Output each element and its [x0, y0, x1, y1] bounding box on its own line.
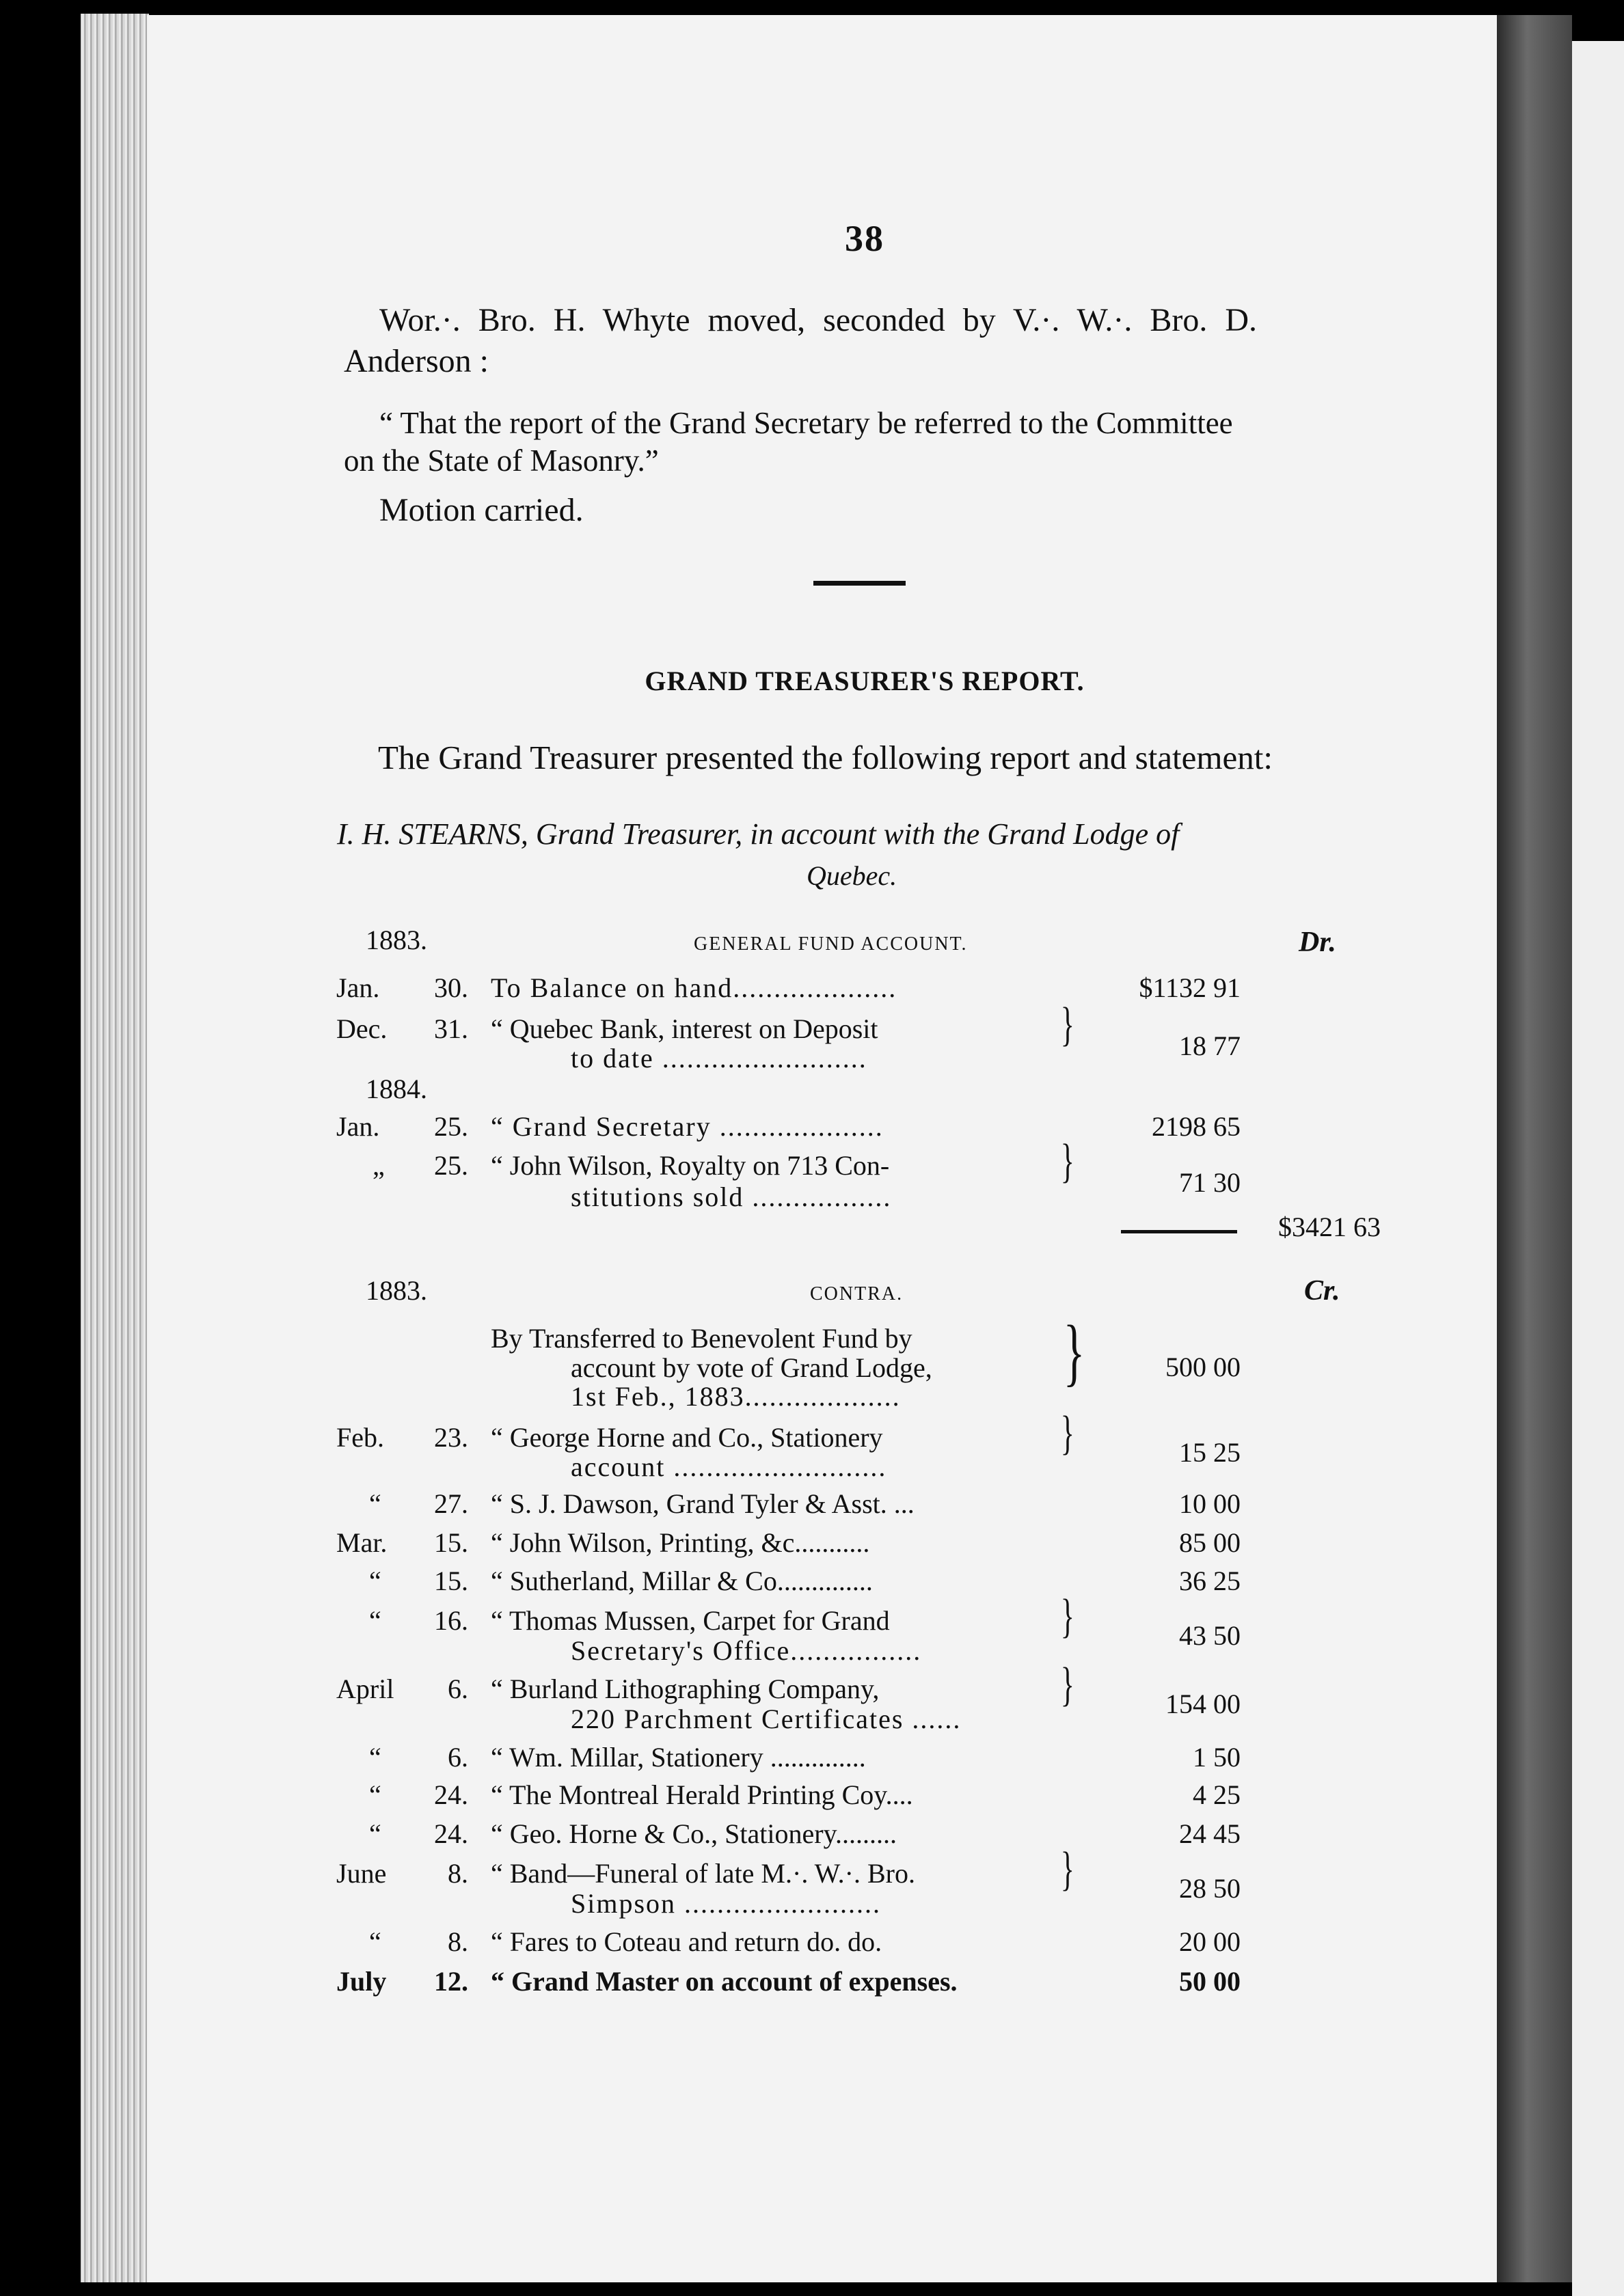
report-intro: The Grand Treasurer presented the following report and statement:	[378, 739, 1273, 776]
report-heading: GRAND TREASURER'S REPORT.	[645, 666, 1085, 696]
row-description: “ John Wilson, Printing, &c...........	[491, 1527, 870, 1558]
row-description: “ The Montreal Herald Printing Coy....	[491, 1779, 913, 1810]
row-description-cont: 220 Parchment Certificates ......	[571, 1704, 962, 1734]
row-description: “ Grand Secretary ....................	[491, 1111, 884, 1142]
table-row	[0, 1488, 1624, 1522]
brace-symbol: }	[1060, 998, 1074, 1051]
row-amount: 50 00	[1179, 1966, 1241, 1997]
motion-quote-1: “ That the report of the Grand Secretary be referred to the Committee	[379, 406, 1233, 440]
general-fund-title: GENERAL FUND ACCOUNT.	[694, 933, 968, 955]
row-month: Jan.	[336, 1111, 380, 1142]
account-title-line-1: I. H. STEARNS, Grand Treasurer, in account with the Grand Lodge of	[337, 817, 1180, 851]
motion-line-2: Anderson :	[344, 343, 489, 379]
table-row	[0, 1926, 1624, 1960]
debit-label: Dr.	[1299, 927, 1336, 958]
total-row	[0, 1211, 1624, 1245]
row-day: 24.	[434, 1818, 468, 1849]
row-description: “ Geo. Horne & Co., Stationery.........	[491, 1818, 897, 1849]
table-row-continuation	[0, 1887, 1624, 1922]
row-day: 8.	[448, 1926, 468, 1957]
row-day: 15.	[434, 1527, 468, 1558]
motion-line-1: Wor.·. Bro. H. Whyte moved, seconded by V.·. W.·. Bro. D.	[379, 302, 1258, 338]
row-amount: $1132 91	[1139, 972, 1241, 1003]
row-description-cont: to date .........................	[571, 1043, 867, 1074]
contra-year: 1883.	[366, 1275, 427, 1306]
row-description-cont: Secretary's Office................	[571, 1635, 922, 1666]
row-day: 6.	[448, 1673, 468, 1704]
row-month: “	[369, 1742, 381, 1773]
row-month: Dec.	[336, 1013, 388, 1044]
row-description: “ John Wilson, Royalty on 713 Con-	[491, 1150, 890, 1181]
table-row-continuation	[0, 1703, 1624, 1737]
row-description-cont: stitutions sold .................	[571, 1181, 892, 1212]
row-amount: 28 50	[1179, 1873, 1241, 1904]
table-row-continuation	[0, 1181, 1624, 1215]
row-description: “ George Horne and Co., Stationery	[491, 1422, 883, 1453]
motion-result: Motion carried.	[379, 492, 584, 528]
row-description: By Transferred to Benevolent Fund by	[491, 1323, 912, 1354]
row-description-cont: 1st Feb., 1883...................	[571, 1381, 901, 1412]
credit-label: Cr.	[1304, 1275, 1340, 1307]
row-day: 24.	[434, 1779, 468, 1810]
row-description: “ Sutherland, Millar & Co..............	[491, 1566, 873, 1596]
table-row-continuation	[0, 1042, 1624, 1076]
row-amount: 2198 65	[1152, 1111, 1241, 1142]
table-row	[0, 1741, 1624, 1775]
row-amount: 1 50	[1193, 1742, 1241, 1773]
row-month: “	[369, 1566, 381, 1596]
row-month: “	[369, 1488, 381, 1519]
row-amount: 500 00	[1165, 1352, 1241, 1382]
table-row-continuation	[0, 1635, 1624, 1669]
brace-symbol: }	[1060, 1658, 1074, 1711]
brace-symbol: }	[1060, 1590, 1074, 1643]
general-fund-year: 1883.	[366, 925, 427, 955]
row-day: 25.	[434, 1150, 468, 1181]
row-description: “ S. J. Dawson, Grand Tyler & Asst. ...	[491, 1488, 915, 1519]
row-description: “ Thomas Mussen, Carpet for Grand	[491, 1605, 890, 1636]
table-row	[0, 1818, 1624, 1852]
general-fund-total: $3421 63	[1278, 1212, 1381, 1242]
row-amount: 4 25	[1193, 1779, 1241, 1810]
row-month: „	[373, 1150, 385, 1181]
row-description-cont: account ..........................	[571, 1451, 887, 1482]
row-day: 25.	[434, 1111, 468, 1142]
table-row	[0, 972, 1624, 1006]
row-day: 30.	[434, 972, 468, 1003]
table-row	[0, 1965, 1624, 1999]
row-amount: 36 25	[1179, 1566, 1241, 1596]
table-row	[0, 1779, 1624, 1813]
table-row	[0, 1527, 1624, 1561]
row-day: 15.	[434, 1566, 468, 1596]
row-month: “	[369, 1779, 381, 1810]
row-amount: 20 00	[1179, 1926, 1241, 1957]
brace-symbol: }	[1060, 1407, 1074, 1460]
row-amount: 43 50	[1179, 1620, 1241, 1651]
row-day: 12.	[434, 1966, 468, 1997]
row-amount: 24 45	[1179, 1818, 1241, 1849]
row-description: “ Wm. Millar, Stationery ..............	[491, 1742, 866, 1773]
motion-quote-2: on the State of Masonry.”	[344, 443, 659, 478]
row-month: Mar.	[336, 1527, 388, 1558]
section-divider	[813, 581, 906, 586]
general-fund-year-2: 1884.	[366, 1074, 427, 1104]
row-month: Jan.	[336, 972, 380, 1003]
table-row	[0, 1110, 1624, 1145]
row-amount: 18 77	[1179, 1030, 1241, 1061]
row-month: July	[336, 1966, 387, 1997]
row-day: 16.	[434, 1605, 468, 1636]
row-day: 8.	[448, 1858, 468, 1889]
row-day: 27.	[434, 1488, 468, 1519]
row-month: April	[336, 1673, 394, 1704]
brace-symbol: }	[1063, 1310, 1085, 1393]
row-day: 6.	[448, 1742, 468, 1773]
table-row-continuation	[0, 1451, 1624, 1485]
row-description: “ Quebec Bank, interest on Deposit	[491, 1013, 878, 1044]
row-amount: 10 00	[1179, 1488, 1241, 1519]
row-amount: 154 00	[1165, 1689, 1241, 1719]
page-number: 38	[845, 218, 884, 259]
row-amount: 71 30	[1179, 1167, 1241, 1198]
row-day: 23.	[434, 1422, 468, 1453]
table-row-continuation	[0, 1380, 1624, 1414]
row-description: “ Burland Lithographing Company,	[491, 1673, 880, 1704]
row-month: “	[369, 1818, 381, 1849]
account-title-line-2: Quebec.	[807, 860, 897, 891]
row-description: “ Grand Master on account of expenses.	[491, 1966, 958, 1997]
table-row	[0, 1565, 1624, 1599]
row-description-cont: account by vote of Grand Lodge,	[571, 1352, 932, 1383]
row-month: “	[369, 1926, 381, 1957]
contra-title: CONTRA.	[810, 1283, 904, 1304]
row-description: “ Fares to Coteau and return do. do.	[491, 1926, 882, 1957]
row-month: June	[336, 1858, 387, 1889]
row-month: Feb.	[336, 1422, 384, 1453]
row-description: To Balance on hand....................	[491, 972, 897, 1003]
brace-symbol: }	[1060, 1135, 1074, 1188]
row-amount: 85 00	[1179, 1527, 1241, 1558]
row-month: “	[369, 1605, 381, 1636]
row-description-cont: Simpson ........................	[571, 1888, 882, 1919]
row-amount: 15 25	[1179, 1437, 1241, 1468]
brace-symbol: }	[1060, 1843, 1074, 1896]
row-day: 31.	[434, 1013, 468, 1044]
row-description: “ Band—Funeral of late M.·. W.·. Bro.	[491, 1858, 915, 1889]
